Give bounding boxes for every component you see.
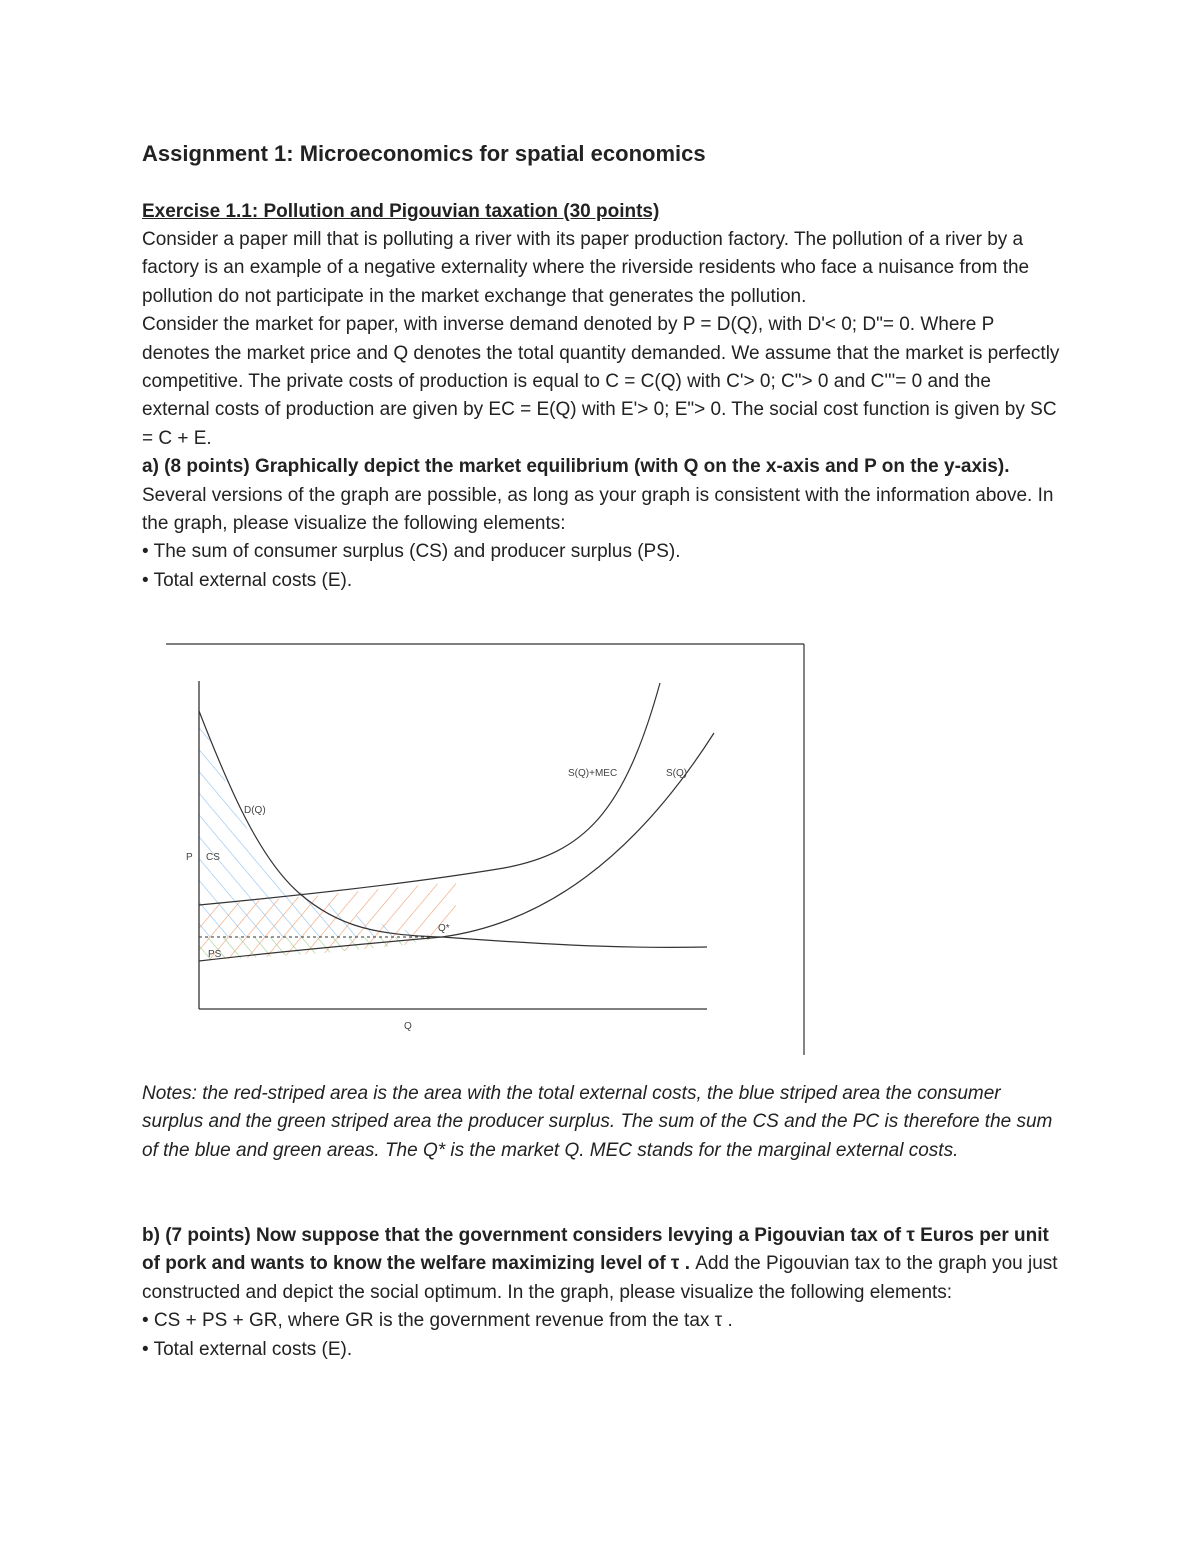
equilibrium-graph	[164, 643, 806, 1057]
exercise-title: Exercise 1.1: Pollution and Pigouvian taxation (30 points)	[142, 201, 660, 222]
part-b-section	[142, 1222, 1062, 1364]
notes-text: Notes: the red-striped area is the area with the total external costs, the blue striped area the consumer surplus and the green striped area the producer surplus. The sum of the CS and the PC is therefore the sum of the blue and green areas. The Q* is the market Q. MEC stands for the marginal external costs.	[142, 1083, 1053, 1161]
label-social-cost: S(Q)+MEC	[568, 768, 618, 779]
part-b-heading: b) (7 points) Now suppose that the government considers levying a Pigouvian tax of τ Euros per unit of pork and wants to know the welfare maximizing level of τ .	[142, 1225, 1049, 1275]
part-b-bullet-1: • CS + PS + GR, where GR is the government revenue from the tax τ .	[142, 1310, 733, 1332]
part-a-heading: a) (8 points) Graphically depict the market equilibrium (with Q on the x-axis and P on the y-axis).	[142, 456, 1010, 478]
intro-paragraph: Consider a paper mill that is polluting a river with its paper production factory. The pollution of a river by a factory is an example of a negative externality where the riverside residents who face a nuisance from the pollution do not participate in the market exchange that generates the pollution.	[142, 229, 1030, 307]
label-quantity: Q	[404, 1021, 412, 1032]
figure-notes	[142, 1080, 1062, 1165]
part-a-bullet-1: • The sum of consumer surplus (CS) and producer surplus (PS).	[142, 541, 681, 563]
document-body	[142, 138, 1062, 595]
label-ps: PS	[208, 949, 222, 960]
part-b-bullet-2: • Total external costs (E).	[142, 1338, 353, 1360]
label-demand: D(Q)	[244, 805, 266, 816]
label-q-star: Q*	[438, 923, 450, 934]
part-a-text: Several versions of the graph are possible, as long as your graph is consistent with the information above. In the graph, please visualize the following elements:	[142, 484, 1054, 535]
market-paragraph: Consider the market for paper, with inverse demand denoted by P = D(Q), with D'< 0; D"= 0. Where P denotes the market price and Q denotes the total quantity demanded. We assume that the market is perfectly competitive. The private costs of production is equal to C = C(Q) with C'> 0; C"> 0 and C'''= 0 and the external costs of production are given by EC = E(Q) with E'> 0; E"> 0. The social cost function is given by SC = C + E.	[142, 314, 1060, 449]
part-a-bullet-2: • Total external costs (E).	[142, 569, 353, 591]
label-price: P	[186, 852, 193, 863]
part-a-question	[142, 453, 1062, 538]
part-b-text: Add the Pigouvian tax to the graph you just constructed and depict the social optimum. In the graph, please visualize the following elements:	[142, 1253, 1058, 1303]
label-supply: S(Q)	[666, 768, 688, 779]
market-equilibrium-figure	[164, 643, 806, 1057]
part-b-question	[142, 1222, 1062, 1307]
label-cs: CS	[206, 852, 220, 863]
assignment-title: Assignment 1: Microeconomics for spatial economics	[142, 141, 706, 166]
